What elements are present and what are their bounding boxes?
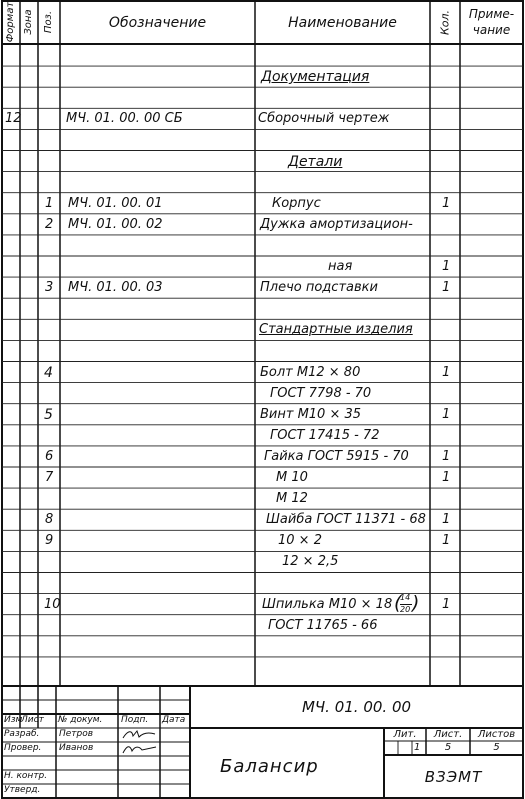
col-date: Дата (162, 715, 186, 725)
row-designation: МЧ. 01. 00. 03 (68, 280, 163, 296)
row-qty: 1 (442, 533, 451, 549)
row-qty: 1 (442, 195, 451, 211)
section-parts: Детали (288, 153, 343, 170)
row-pos: 8 (45, 512, 54, 528)
header-note-line2: чание (472, 23, 511, 37)
row-qty: 1 (442, 406, 451, 422)
row-pos: 5 (44, 406, 53, 423)
row-pos: 10 (44, 596, 61, 612)
row-qty: 1 (442, 596, 451, 612)
fraction-top: 14 (400, 592, 411, 602)
row-name: ГОСТ 17415 - 72 (270, 427, 380, 443)
row-format: 12 (5, 111, 22, 127)
prover-label: Провер. (4, 743, 42, 753)
row-name: М 12 (276, 491, 308, 507)
product-name: Балансир (220, 756, 319, 777)
header-note-line1: Приме- (468, 7, 515, 21)
row-name: Плечо подставки (260, 280, 378, 296)
header-pos: Поз. (43, 10, 54, 34)
row-name: Корпус (272, 195, 321, 211)
row-designation: МЧ. 01. 00. 00 СБ (66, 111, 183, 127)
row-name: Шпилька М10 × 18 (262, 596, 393, 612)
fraction-paren-right: ) (412, 591, 420, 614)
section-standard-items: Стандартные изделия (259, 322, 413, 338)
row-qty: 1 (442, 448, 451, 464)
document-code: МЧ. 01. 00. 00 (301, 698, 412, 716)
row-pos: 3 (45, 280, 54, 296)
row-qty: 1 (442, 512, 451, 528)
prover-name: Иванов (59, 743, 94, 753)
row-name: Шайба ГОСТ 11371 - 68 (266, 512, 426, 528)
razrab-name: Петров (59, 729, 94, 739)
row-name: 10 × 2 (278, 533, 322, 549)
organization: ВЗЭМТ (424, 768, 483, 786)
row-name: Винт М10 × 35 (260, 406, 362, 422)
lit-value: 1 (414, 742, 421, 753)
col-list: Лист (21, 715, 44, 725)
row-designation: МЧ. 01. 00. 01 (68, 195, 163, 211)
list-value: 5 (444, 742, 452, 753)
row-qty: 1 (442, 470, 451, 485)
fraction-bottom: 20 (400, 604, 411, 614)
section-documentation: Документация (261, 69, 370, 86)
nkontr-label: Н. контр. (4, 771, 48, 781)
row-name: Дужка амортизацион- (260, 216, 413, 232)
header-designation: Обозначение (108, 15, 207, 31)
header-qty: Кол. (438, 9, 452, 36)
row-pos: 9 (45, 533, 54, 549)
row-pos: 7 (45, 470, 54, 485)
listov-label: Листов (477, 729, 516, 740)
row-name: ГОСТ 11765 - 66 (268, 617, 378, 633)
row-pos: 6 (45, 448, 54, 464)
row-name: 12 × 2,5 (282, 554, 339, 570)
row-designation: МЧ. 01. 00. 02 (68, 216, 163, 232)
row-name: Гайка ГОСТ 5915 - 70 (264, 448, 409, 464)
row-name: Болт М12 × 80 (260, 364, 361, 380)
prover-signature (120, 742, 160, 756)
row-pos: 4 (44, 364, 53, 381)
header-name: Наименование (288, 15, 397, 31)
row-pos: 2 (45, 216, 54, 232)
fraction-paren-left: ( (394, 591, 402, 614)
row-name: ная (328, 259, 353, 274)
row-qty: 1 (442, 364, 451, 380)
row-qty: 1 (442, 280, 451, 296)
row-name: М 10 (276, 470, 308, 485)
list-label: Лист. (433, 729, 463, 740)
col-doc: № докум. (58, 715, 103, 725)
col-sign: Подп. (121, 715, 149, 725)
utverd-label: Утверд. (4, 785, 41, 795)
lit-label: Лит. (393, 729, 417, 740)
header-format: Формат (5, 1, 16, 43)
row-pos: 1 (45, 195, 54, 211)
listov-value: 5 (493, 742, 500, 753)
row-qty: 1 (442, 259, 451, 274)
col-izm: Изм (4, 715, 23, 725)
row-name: ГОСТ 7798 - 70 (270, 385, 372, 401)
razrab-signature (120, 728, 160, 742)
header-zone: Зона (23, 9, 34, 35)
razrab-label: Разраб. (4, 729, 40, 739)
row-name: Сборочный чертеж (258, 111, 390, 127)
